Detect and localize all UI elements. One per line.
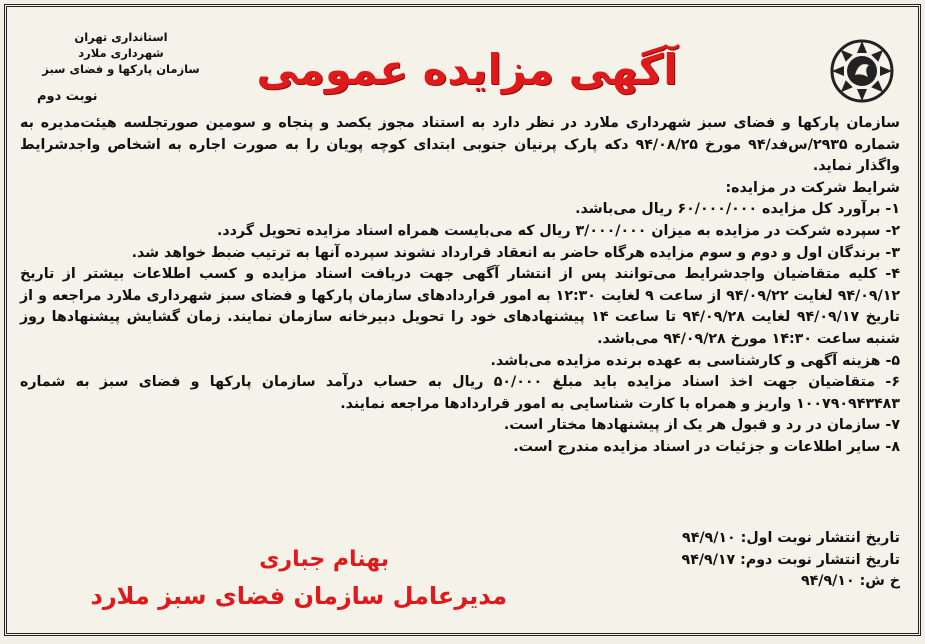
condition-item: ۸- سایر اطلاعات و جزئیات در اسناد مزایده مندرج است. (513, 438, 900, 455)
second-publication-date: تاریخ انتشار نوبت دوم: ۹۴/۹/۱۷ (681, 551, 900, 568)
first-publication-date: تاریخ انتشار نوبت اول: ۹۴/۹/۱۰ (682, 530, 900, 546)
condition-item: ۳- برندگان اول و دوم و سوم مزایده هرگاه حاضر به انعقاد قرارداد نشوند سپرده آنها به ترتیب ضبط خواهد شد. (131, 244, 900, 261)
reference-code: خ ش: ۹۴/۹/۱۰ (800, 573, 900, 590)
condition-item: ۵- هزینه آگهی و کارشناسی به عهده برنده مزایده می‌باشد. (490, 352, 900, 369)
org-line-municipality: شهرداری ملارد (78, 46, 164, 60)
org-line-parks: سازمان پارکها و فضای سبز (42, 62, 200, 76)
signature-block (37, 547, 507, 610)
signatory-name: بهنام جباری (259, 547, 389, 572)
condition-item: ۶- متقاضیان جهت اخذ اسناد مزایده باید مبلغ ۵۰/۰۰۰ ریال به حساب درآمد سازمان پارکها و فضای سبز به شماره ۱۰۰۷۹۰۹۴۳۴۸۳ واریز و همراه با کارت شناسایی به امور قراردادها مراجعه نمایند. (20, 374, 900, 412)
signatory-role: مدیرعامل سازمان فضای سبز ملارد (90, 582, 507, 610)
condition-item: ۱- برآورد کل مزایده ۶۰/۰۰۰/۰۰۰ ریال می‌باشد. (575, 201, 900, 218)
conditions-heading: شرایط شرکت در مزایده: (725, 179, 900, 196)
condition-item: ۲- سپرده شرکت در مزایده به میزان ۳/۰۰۰/۰۰۰ ریال که می‌بایست همراه اسناد مزایده تحویل گردد. (216, 222, 900, 239)
organization-block (41, 29, 201, 77)
notice-body (20, 113, 900, 459)
org-line-province: استانداری تهران (74, 30, 168, 44)
notice-page (4, 4, 921, 636)
condition-item: ۴- کلیه متقاضیان واجدشرایط می‌توانند پس از انتشار آگهی جهت دریافت اسناد مزایده و کسب اطلاعات بیشتر از تاریخ ۹۴/۰۹/۱۲ لغایت ۹۴/۰۹/۲۲ از ساعت ۹ لغایت ۱۲:۳۰ به امور قراردادهای سازمان پارکها و فضای سبز شهرداری ملارد مراجعه و از تاریخ ۹۴/۰۹/۱۷ لغایت ۹۴/۰۹/۲۸ تا ساعت ۱۴ پیشنهادهای خود را تحویل دبیرخانه سازمان نمایند. زمان گشایش پیشنهادها روز شنبه ساعت ۱۴:۳۰ مورخ ۹۴/۰۹/۲۸ می‌باشد. (20, 266, 901, 347)
municipality-emblem-icon (828, 37, 896, 105)
intro-paragraph: سازمان پارکها و فضای سبز شهرداری ملارد در نظر دارد به استناد مجوز یکصد و پنجاه و سومین صورتجلسه هیئت‌مدیره به شماره ۲۹۳۵/س‌فد/۹۴ مورخ ۹۴/۰۸/۲۵ دکه پارک پرنیان جنوبی ابتدای کوچه پویان را به صورت اجاره به اشخاص واجدشرایط واگذار نماید. (20, 115, 900, 175)
notice-title: آگهی مزایده عمومی (256, 45, 678, 94)
condition-item: ۷- سازمان در رد و قبول هر یک از پیشنهادها مختار است. (503, 417, 900, 434)
publication-dates (480, 528, 900, 593)
publication-round: نوبت دوم (37, 89, 98, 104)
